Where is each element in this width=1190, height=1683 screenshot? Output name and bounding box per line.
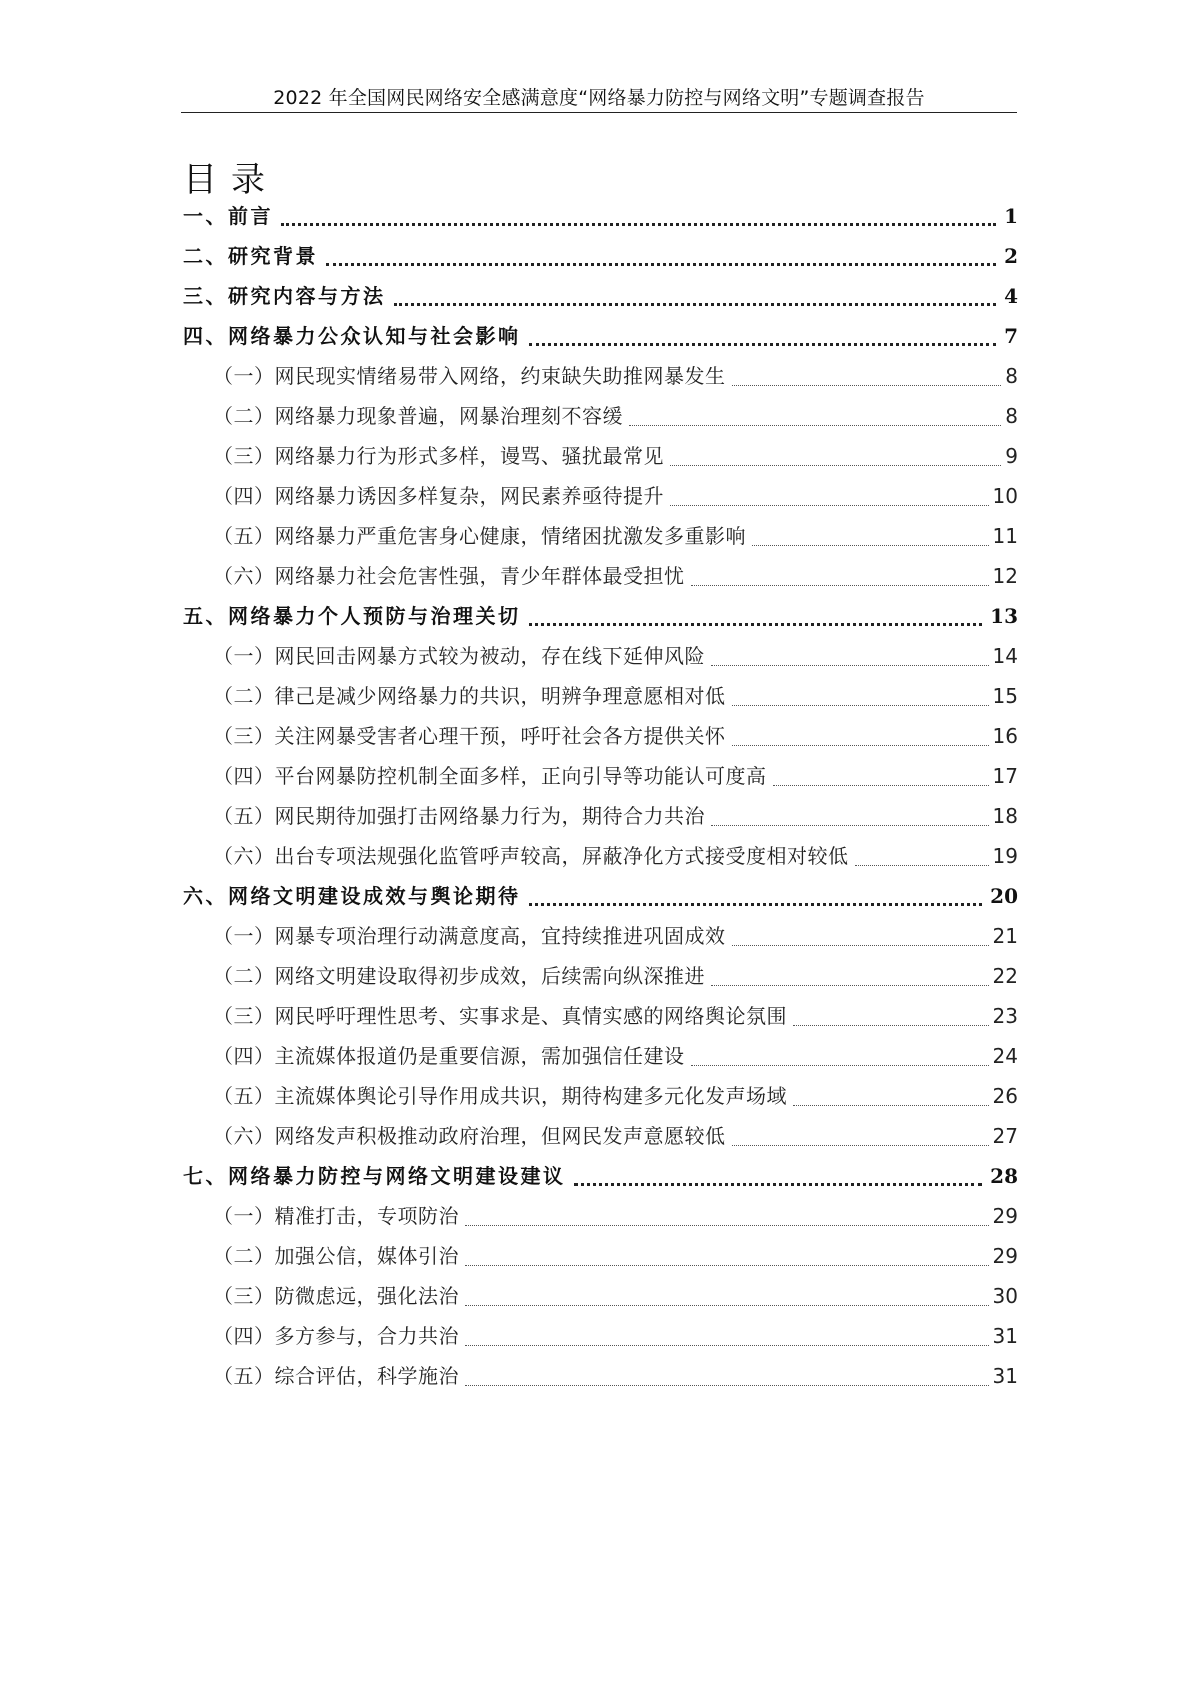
toc-subentry-label: （五）综合评估，科学施治 — [213, 1364, 459, 1388]
toc-subentry-label: （四）主流媒体报道仍是重要信源，需加强信任建设 — [213, 1044, 685, 1068]
toc-subentry-page: 31 — [992, 1364, 1018, 1388]
toc-subentry[interactable] — [213, 920, 1018, 949]
toc-subentry-page: 22 — [992, 964, 1018, 988]
toc-subentry-page: 12 — [992, 564, 1018, 588]
toc-subentry-page: 18 — [992, 804, 1018, 828]
toc-subentry[interactable] — [213, 680, 1018, 709]
toc-subentry-page: 9 — [1005, 444, 1018, 468]
dot-leader — [574, 1163, 983, 1186]
toc-subentry[interactable] — [213, 440, 1018, 469]
dot-leader — [465, 1205, 989, 1226]
toc-subentry-page: 15 — [992, 684, 1018, 708]
toc-subentry-label: （二）律己是减少网络暴力的共识，明辨争理意愿相对低 — [213, 684, 726, 708]
toc-subentry-page: 24 — [992, 1044, 1018, 1068]
dot-leader — [394, 283, 997, 306]
dot-leader — [465, 1365, 989, 1386]
toc-subentry-label: （二）网络文明建设取得初步成效，后续需向纵深推进 — [213, 964, 705, 988]
toc-entry-label: 四、网络暴力公众认知与社会影响 — [183, 324, 521, 348]
toc-subentry-page: 16 — [992, 724, 1018, 748]
toc-subentry-page: 19 — [992, 844, 1018, 868]
toc-subentry-label: （六）网络发声积极推动政府治理，但网民发声意愿较低 — [213, 1124, 726, 1148]
toc-entry-page: 2 — [1004, 244, 1018, 268]
dot-leader — [732, 365, 1002, 386]
dot-leader — [670, 485, 989, 506]
dot-leader — [732, 725, 989, 746]
dot-leader — [691, 565, 989, 586]
toc-subentry[interactable] — [213, 520, 1018, 549]
toc-subentry-label: （五）网民期待加强打击网络暴力行为，期待合力共治 — [213, 804, 705, 828]
toc-subentry-label: （二）网络暴力现象普遍，网暴治理刻不容缓 — [213, 404, 623, 428]
dot-leader — [691, 1045, 989, 1066]
toc-entry-label: 二、研究背景 — [183, 244, 318, 268]
dot-leader — [711, 645, 989, 666]
toc-entry-page: 4 — [1004, 284, 1018, 308]
toc-subentry-page: 21 — [992, 924, 1018, 948]
dot-leader — [732, 1125, 989, 1146]
toc-subentry-label: （一）网民现实情绪易带入网络，约束缺失助推网暴发生 — [213, 364, 726, 388]
toc-title: 目录 — [183, 160, 279, 200]
toc-subentry-label: （一）网暴专项治理行动满意度高，宜持续推进巩固成效 — [213, 924, 726, 948]
toc-entry[interactable] — [183, 200, 1018, 229]
toc-entry-page: 28 — [990, 1164, 1018, 1188]
toc-subentry-page: 23 — [992, 1004, 1018, 1028]
toc-subentry-page: 26 — [992, 1084, 1018, 1108]
toc-entry-label: 六、网络文明建设成效与舆论期待 — [183, 884, 521, 908]
toc-subentry[interactable] — [213, 400, 1018, 429]
toc-subentry[interactable] — [213, 1360, 1018, 1389]
toc-subentry[interactable] — [213, 560, 1018, 589]
toc-entry-page: 7 — [1004, 324, 1018, 348]
toc-subentry-label: （三）网络暴力行为形式多样，谩骂、骚扰最常见 — [213, 444, 664, 468]
toc-subentry-page: 27 — [992, 1124, 1018, 1148]
toc-entry-label: 七、网络暴力防控与网络文明建设建议 — [183, 1164, 566, 1188]
toc-subentry-label: （六）网络暴力社会危害性强，青少年群体最受担忧 — [213, 564, 685, 588]
toc-subentry[interactable] — [213, 840, 1018, 869]
toc-entry-label: 五、网络暴力个人预防与治理关切 — [183, 604, 521, 628]
toc-subentry[interactable] — [213, 800, 1018, 829]
toc-subentry-label: （五）主流媒体舆论引导作用成共识，期待构建多元化发声场域 — [213, 1084, 787, 1108]
toc-subentry[interactable] — [213, 640, 1018, 669]
toc-entry-label: 一、前言 — [183, 204, 273, 228]
dot-leader — [793, 1005, 989, 1026]
dot-leader — [629, 405, 1001, 426]
dot-leader — [281, 203, 996, 226]
toc-subentry-label: （三）关注网暴受害者心理干预，呼吁社会各方提供关怀 — [213, 724, 726, 748]
toc-entry-label: 三、研究内容与方法 — [183, 284, 386, 308]
toc-subentry-label: （二）加强公信，媒体引治 — [213, 1244, 459, 1268]
toc-entry[interactable] — [183, 600, 1018, 629]
toc-subentry-label: （一）精准打击，专项防治 — [213, 1204, 459, 1228]
toc-subentry[interactable] — [213, 1000, 1018, 1029]
toc-entry-page: 13 — [990, 604, 1018, 628]
toc-entry[interactable] — [183, 1160, 1018, 1189]
toc-subentry-label: （三）防微虑远，强化法治 — [213, 1284, 459, 1308]
dot-leader — [855, 845, 989, 866]
toc-subentry[interactable] — [213, 1080, 1018, 1109]
toc-subentry-page: 14 — [992, 644, 1018, 668]
toc-subentry[interactable] — [213, 1120, 1018, 1149]
toc-subentry-label: （四）平台网暴防控机制全面多样，正向引导等功能认可度高 — [213, 764, 767, 788]
dot-leader — [732, 925, 989, 946]
toc-subentry[interactable] — [213, 1040, 1018, 1069]
dot-leader — [793, 1085, 989, 1106]
toc-entry[interactable] — [183, 320, 1018, 349]
toc-subentry[interactable] — [213, 1240, 1018, 1269]
toc-subentry-page: 17 — [992, 764, 1018, 788]
toc-entry-page: 20 — [990, 884, 1018, 908]
toc-subentry[interactable] — [213, 480, 1018, 509]
toc-subentry-label: （一）网民回击网暴方式较为被动，存在线下延伸风险 — [213, 644, 705, 668]
dot-leader — [529, 603, 983, 626]
toc-subentry[interactable] — [213, 360, 1018, 389]
toc-subentry-page: 31 — [992, 1324, 1018, 1348]
toc-subentry-page: 10 — [992, 484, 1018, 508]
toc-subentry-page: 30 — [992, 1284, 1018, 1308]
toc-entry-page: 1 — [1004, 204, 1018, 228]
dot-leader — [529, 323, 997, 346]
toc-subentry-label: （六）出台专项法规强化监管呼声较高，屏蔽净化方式接受度相对较低 — [213, 844, 849, 868]
toc-subentry[interactable] — [213, 1280, 1018, 1309]
dot-leader — [773, 765, 989, 786]
dot-leader — [670, 445, 1001, 466]
toc-subentry[interactable] — [213, 960, 1018, 989]
dot-leader — [711, 805, 989, 826]
dot-leader — [326, 243, 996, 266]
toc-subentry[interactable] — [213, 1200, 1018, 1229]
dot-leader — [529, 883, 983, 906]
toc-subentry-page: 8 — [1005, 364, 1018, 388]
dot-leader — [465, 1285, 989, 1306]
toc-entry[interactable] — [183, 240, 1018, 269]
dot-leader — [711, 965, 989, 986]
toc-subentry-label: （三）网民呼吁理性思考、实事求是、真情实感的网络舆论氛围 — [213, 1004, 787, 1028]
toc-subentry-page: 29 — [992, 1204, 1018, 1228]
toc-subentry-page: 29 — [992, 1244, 1018, 1268]
toc-entry[interactable] — [183, 280, 1018, 309]
toc-subentry-label: （四）网络暴力诱因多样复杂，网民素养亟待提升 — [213, 484, 664, 508]
dot-leader — [752, 525, 989, 546]
toc-subentry[interactable] — [213, 1320, 1018, 1349]
running-header: 2022 年全国网民网络安全感满意度“网络暴力防控与网络文明”专题调查报告 — [273, 87, 925, 109]
toc-entry[interactable] — [183, 880, 1018, 909]
header-rule — [181, 112, 1017, 113]
toc-subentry-label: （五）网络暴力严重危害身心健康，情绪困扰激发多重影响 — [213, 524, 746, 548]
dot-leader — [732, 685, 989, 706]
toc-subentry[interactable] — [213, 760, 1018, 789]
toc-subentry-page: 11 — [992, 524, 1018, 548]
dot-leader — [465, 1245, 989, 1266]
toc-subentry[interactable] — [213, 720, 1018, 749]
toc-subentry-page: 8 — [1005, 404, 1018, 428]
toc-subentry-label: （四）多方参与，合力共治 — [213, 1324, 459, 1348]
dot-leader — [465, 1325, 989, 1346]
